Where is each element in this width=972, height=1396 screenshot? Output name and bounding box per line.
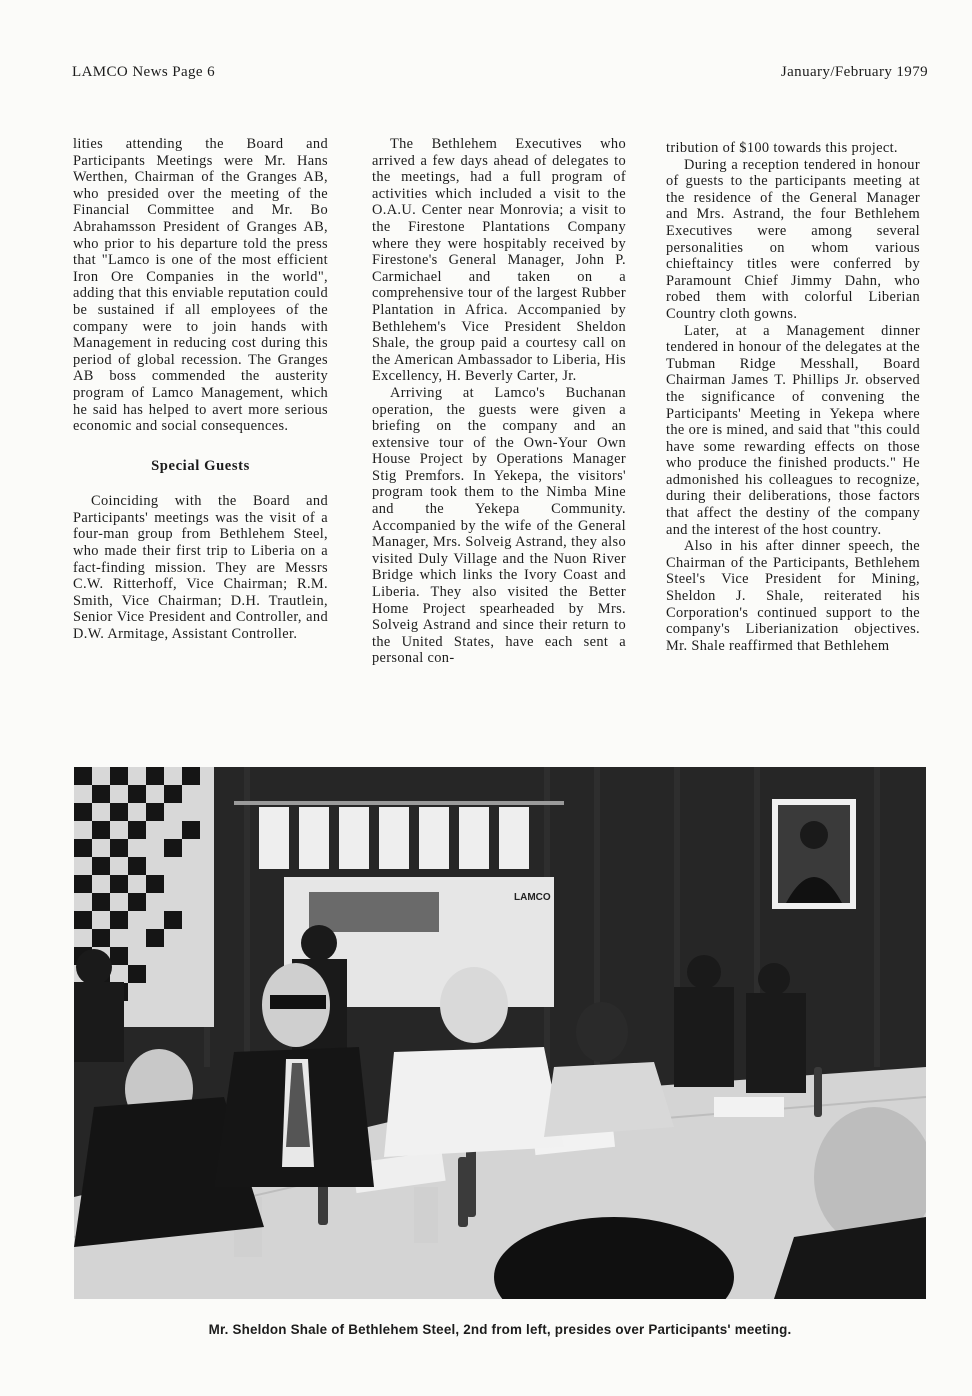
publication-page-label: LAMCO News Page 6 xyxy=(72,64,216,80)
issue-date: January/February 1979 xyxy=(780,64,928,80)
paragraph: During a reception tendered in honour of guests to the participants meeting at the residence of the General Manager and Mrs. Astrand, the four Bethlehem Executives were among several personalities on whom various chieftaincy titles were conferred by Paramount Chief Jimmy Dahn, who robed them with colorful Liberian Country cloth gowns. xyxy=(666,156,920,322)
article-column-3 xyxy=(666,140,920,654)
paragraph: Also in his after dinner speech, the Chairman of the Participants, Bethlehem Steel's Vice President for Mining, Sheldon J. Shale, reiterated his Corporation's continued support to the company's Liberianization objectives. Mr. Shale reaffirmed that Bethlehem xyxy=(666,538,920,654)
paragraph: Coinciding with the Board and Participants' meetings was the visit of a four-man group from Bethlehem Steel, who made their first trip to Liberia on a fact-finding mission. They are Messrs C.W. Ritterhoff, Vice Chairman; R.M. Smith, Vice Chairman; D.H. Trautlein, Senior Vice President and Controller, and D.W. Armitage, Assistant Controller. xyxy=(73,493,328,643)
paragraph: The Bethlehem Executives who arrived a few days ahead of delegates to the meetings, had a full program of activities which included a visit to the O.A.U. Center near Monrovia; a visit to the Firestone Plantations Company where they were hospitably received by Firestone's General Manager, John P. Carmichael and taken on a comprehensive tour of the largest Rubber Plantation in Africa. Accompanied by Bethlehem's Vice President Sheldon Shale, the group paid a courtesy call on the American Ambassador to Liberia, His Excellency, H. Beverly Carter, Jr. xyxy=(372,136,626,385)
photo-caption: Mr. Sheldon Shale of Bethlehem Steel, 2nd from left, presides over Participants' meeting. xyxy=(208,1322,792,1337)
meeting-photo xyxy=(74,767,926,1299)
page-header xyxy=(72,64,928,86)
paragraph: Arriving at Lamco's Buchanan operation, the guests were given a briefing on the company and an extensive tour of the Own-Your Own House Project by Operations Manager Stig Premfors. In Yekepa, the visitors' program took them to the Nimba Mine and the Yekepa Community. Accompanied by the wife of the General Manager, Mrs. Solveig Astrand, they also visited Duly Village and the Nuon River Bridge which links the Ivory Coast and Liberia. They also visited the Better Home Project spearheaded by Mrs. Solveig Astrand and since their return to the United States, have each sent a personal con- xyxy=(372,384,626,667)
paragraph: tribution of $100 towards this project. xyxy=(666,140,898,156)
article-column-1 xyxy=(73,136,328,643)
section-subheading: Special Guests xyxy=(151,457,250,474)
paragraph: lities attending the Board and Participants Meetings were Mr. Hans Werthen, Chairman of the Granges AB, who presided over the meeting of the Financial Committee and Mr. Bo Abrahamsson President of Granges AB, who prior to his departure told the press that "Lamco is one of the most efficient Iron Ore Companies in the world", adding that this enviable reputation could be sustained if all employees of the company were to join hands with Management in reducing cost during this period of global recession. The Granges AB boss commended the austerity program of Lamco Management, which he said has helped to avert more serious economic and social consequences. xyxy=(73,136,328,435)
paragraph: Later, at a Management dinner tendered in honour of the delegates at the Tubman Ridge Messhall, Board Chairman James T. Phillips Jr. observed the significance of convening the Participants' Meeting in Yekepa where the ore is mined, and said that "this could have some rewarding effects on those who produce the finished products." He admonished his colleagues to recognize, during their deliberations, those factors that affect the destiny of the company and the interest of the host country. xyxy=(666,322,920,538)
article-column-2 xyxy=(372,136,626,667)
meeting-photo-illustration xyxy=(74,767,926,1299)
lamco-sign: LAMCO xyxy=(514,892,551,903)
